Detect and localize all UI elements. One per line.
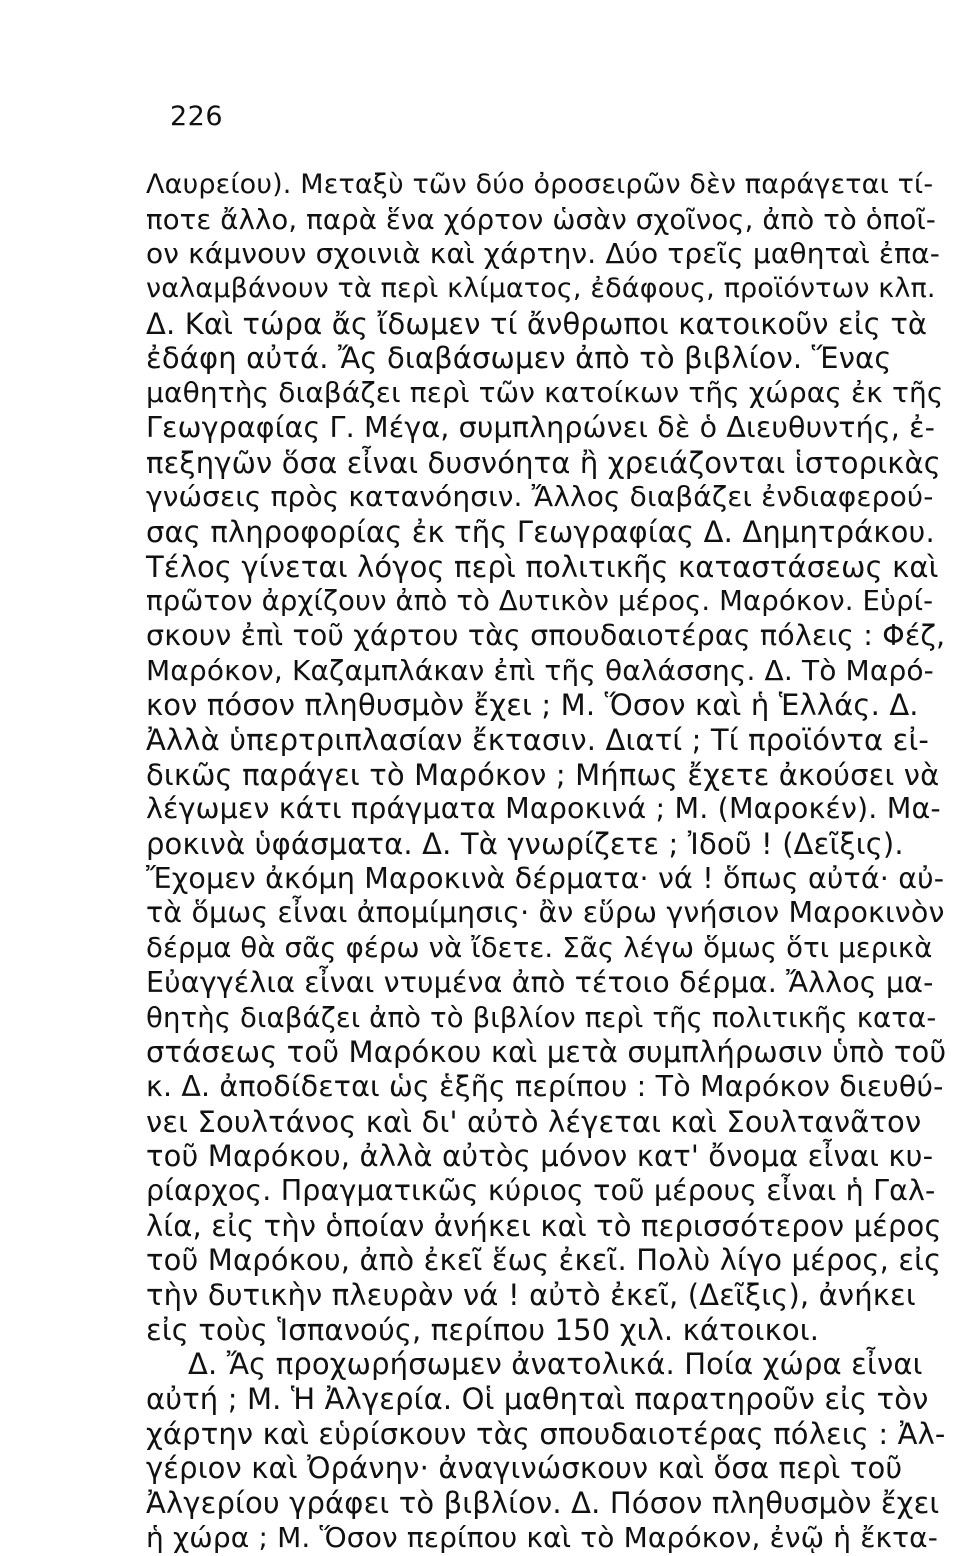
text-line: γνώσεις πρὸς κατανόησιν. Ἄλλος διαβάζει ἐνδιαφερού- — [146, 480, 934, 514]
text-line: τὴν δυτικὴν πλευρὰν νά ! αὐτὸ ἐκεῖ, (Δεῖξις), ἀνήκει — [146, 1278, 916, 1312]
text-line: Ἀλγερίου γράφει τὸ βιβλίον. Δ. Πόσον πληθυσμὸν ἔχει — [146, 1486, 940, 1521]
body-text — [146, 168, 946, 1556]
text-line: τοῦ Μαρόκου, ἀπὸ ἐκεῖ ἕως ἐκεῖ. Πολὺ λίγο μέρος, εἰς — [146, 1243, 942, 1278]
text-line: ρίαρχος. Πραγματικῶς κύριος τοῦ μέρους εἶναι ἡ Γαλ- — [146, 1173, 936, 1207]
text-line: κ. Δ. ἀποδίδεται ὡς ἑξῆς περίπου : Τὸ Μαρόκον διευθύ- — [146, 1069, 944, 1103]
text-line: ροκινὰ ὑφάσματα. Δ. Τὰ γνωρίζετε ; Ἰδοῦ ! (Δεῖξις). — [146, 827, 904, 862]
text-line: Δ. Καὶ τώρα ἄς ἴδωμεν τί ἄνθρωποι κατοικοῦν εἰς τὰ — [146, 306, 928, 341]
text-line: χάρτην καὶ εὑρίσκουν τὰς σπουδαιοτέρας πόλεις : Ἀλ- — [146, 1416, 946, 1451]
text-line: εἰς τοὺς Ἱσπανούς, περίπου 150 χιλ. κάτοικοι. — [146, 1312, 820, 1347]
text-line: λία, εἰς τὴν ὁποίαν ἀνήκει καὶ τὸ περισσότερον μέρος — [146, 1208, 942, 1243]
text-line: λέγωμεν κάτι πράγματα Μαροκινά ; Μ. (Μαροκέν). Μα- — [146, 792, 941, 826]
text-line: δέρμα θὰ σᾶς φέρω νὰ ἴδετε. Σᾶς λέγω ὅμως ὅτι μερικὰ — [146, 932, 933, 965]
text-line: Ἀλλὰ ὑπερτριπλασίαν ἔκτασιν. Διατί ; Τί προϊόντα εἰ- — [146, 723, 930, 757]
page-number: 226 — [170, 101, 224, 132]
text-line: δικῶς παράγει τὸ Μαρόκον ; Μήπως ἔχετε ἀκούσει νὰ — [146, 757, 940, 792]
text-line: σκουν ἐπὶ τοῦ χάρτου τὰς σπουδαιοτέρας πόλεις : Φέζ, — [146, 618, 946, 652]
text-line: Μαρόκον, Καζαμπλάκαν ἐπὶ τῆς θαλάσσης. Δ. Τὸ Μαρό- — [146, 653, 934, 687]
text-line: Εὐαγγέλια εἶναι ντυμένα ἀπὸ τέτοιο δέρμα. Ἄλλος μα- — [146, 965, 934, 999]
text-line: στάσεως τοῦ Μαρόκου καὶ μετὰ συμπλήρωσιν ὑπὸ τοῦ — [146, 1035, 947, 1070]
text-line: πεξηγῶν ὅσα εἶναι δυσνόητα ἢ χρειάζονται ἱστορικὰς — [146, 445, 941, 480]
text-line: νει Σουλτάνος καὶ δι' αὐτὸ λέγεται καὶ Σουλτανᾶτον — [146, 1104, 922, 1139]
text-line: ναλαμβάνουν τὰ περὶ κλίματος, ἐδάφους, προϊόντων κλπ. — [146, 273, 936, 305]
text-line: μαθητὴς διαβάζει περὶ τῶν κατοίκων τῆς χώρας ἐκ τῆς — [146, 376, 944, 410]
text-line: ἡ χώρα ; Μ. Ὅσον περίπου καὶ τὸ Μαρόκον, ἐνῷ ἡ ἔκτα- — [146, 1520, 939, 1554]
text-line: ἐδάφη αὐτά. Ἄς διαβάσωμεν ἀπὸ τὸ βιβλίον. Ἕνας — [146, 341, 892, 376]
text-line: αὐτή ; Μ. Ἡ Ἀλγερία. Οἱ μαθηταὶ παρατηροῦν εἰς τὸν — [146, 1382, 929, 1417]
text-line: Τέλος γίνεται λόγος περὶ πολιτικῆς καταστάσεως καὶ — [146, 549, 939, 584]
text-line: ποτε ἄλλο, παρὰ ἕνα χόρτον ὡσὰν σχοῖνος, ἀπὸ τὸ ὁποῖ- — [146, 203, 936, 236]
text-line: σας πληροφορίας ἐκ τῆς Γεωγραφίας Δ. Δημητράκου. — [146, 514, 935, 549]
text-line: θητὴς διαβάζει ἀπὸ τὸ βιβλίον περὶ τῆς πολιτικῆς κατα- — [146, 1001, 937, 1034]
text-line: κον πόσον πληθυσμὸν ἔχει ; Μ. Ὅσον καὶ ἡ Ἑλλάς. Δ. — [146, 688, 919, 723]
text-line: Ἔχομεν ἀκόμη Μαροκινὰ δέρματα· νά ! ὅπως αὐτά· αὐ- — [146, 861, 945, 895]
text-line: τὰ ὅμως εἶναι ἀπομίμησις· ἂν εὕρω γνήσιον Μαροκινὸν — [146, 896, 945, 930]
text-line: Λαυρείου). Μεταξὺ τῶν δύο ὀροσειρῶν δὲν παράγεται τί- — [146, 169, 934, 200]
text-line: πρῶτον ἀρχίζουν ἀπὸ τὸ Δυτικὸν μέρος. Μαρόκον. Εὑρί- — [146, 585, 934, 618]
paragraph-start-line: Δ. Ἄς προχωρήσωμεν ἀνατολικά. Ποία χώρα εἶναι — [188, 1347, 923, 1382]
text-line: Γεωγραφίας Γ. Μέγα, συμπληρώνει δὲ ὁ Διευθυντής, ἐ- — [146, 410, 936, 444]
text-line: γέριον καὶ Ὀράνην· ἀναγινώσκουν καὶ ὅσα περὶ τοῦ — [146, 1451, 903, 1486]
text-line: τοῦ Μαρόκου, ἀλλὰ αὐτὸς μόνον κατ' ὄνομα εἶναι κυ- — [146, 1139, 934, 1174]
text-line: ον κάμνουν σχοινιὰ καὶ χάρτην. Δύο τρεῖς μαθηταὶ ἐπα- — [146, 237, 941, 271]
